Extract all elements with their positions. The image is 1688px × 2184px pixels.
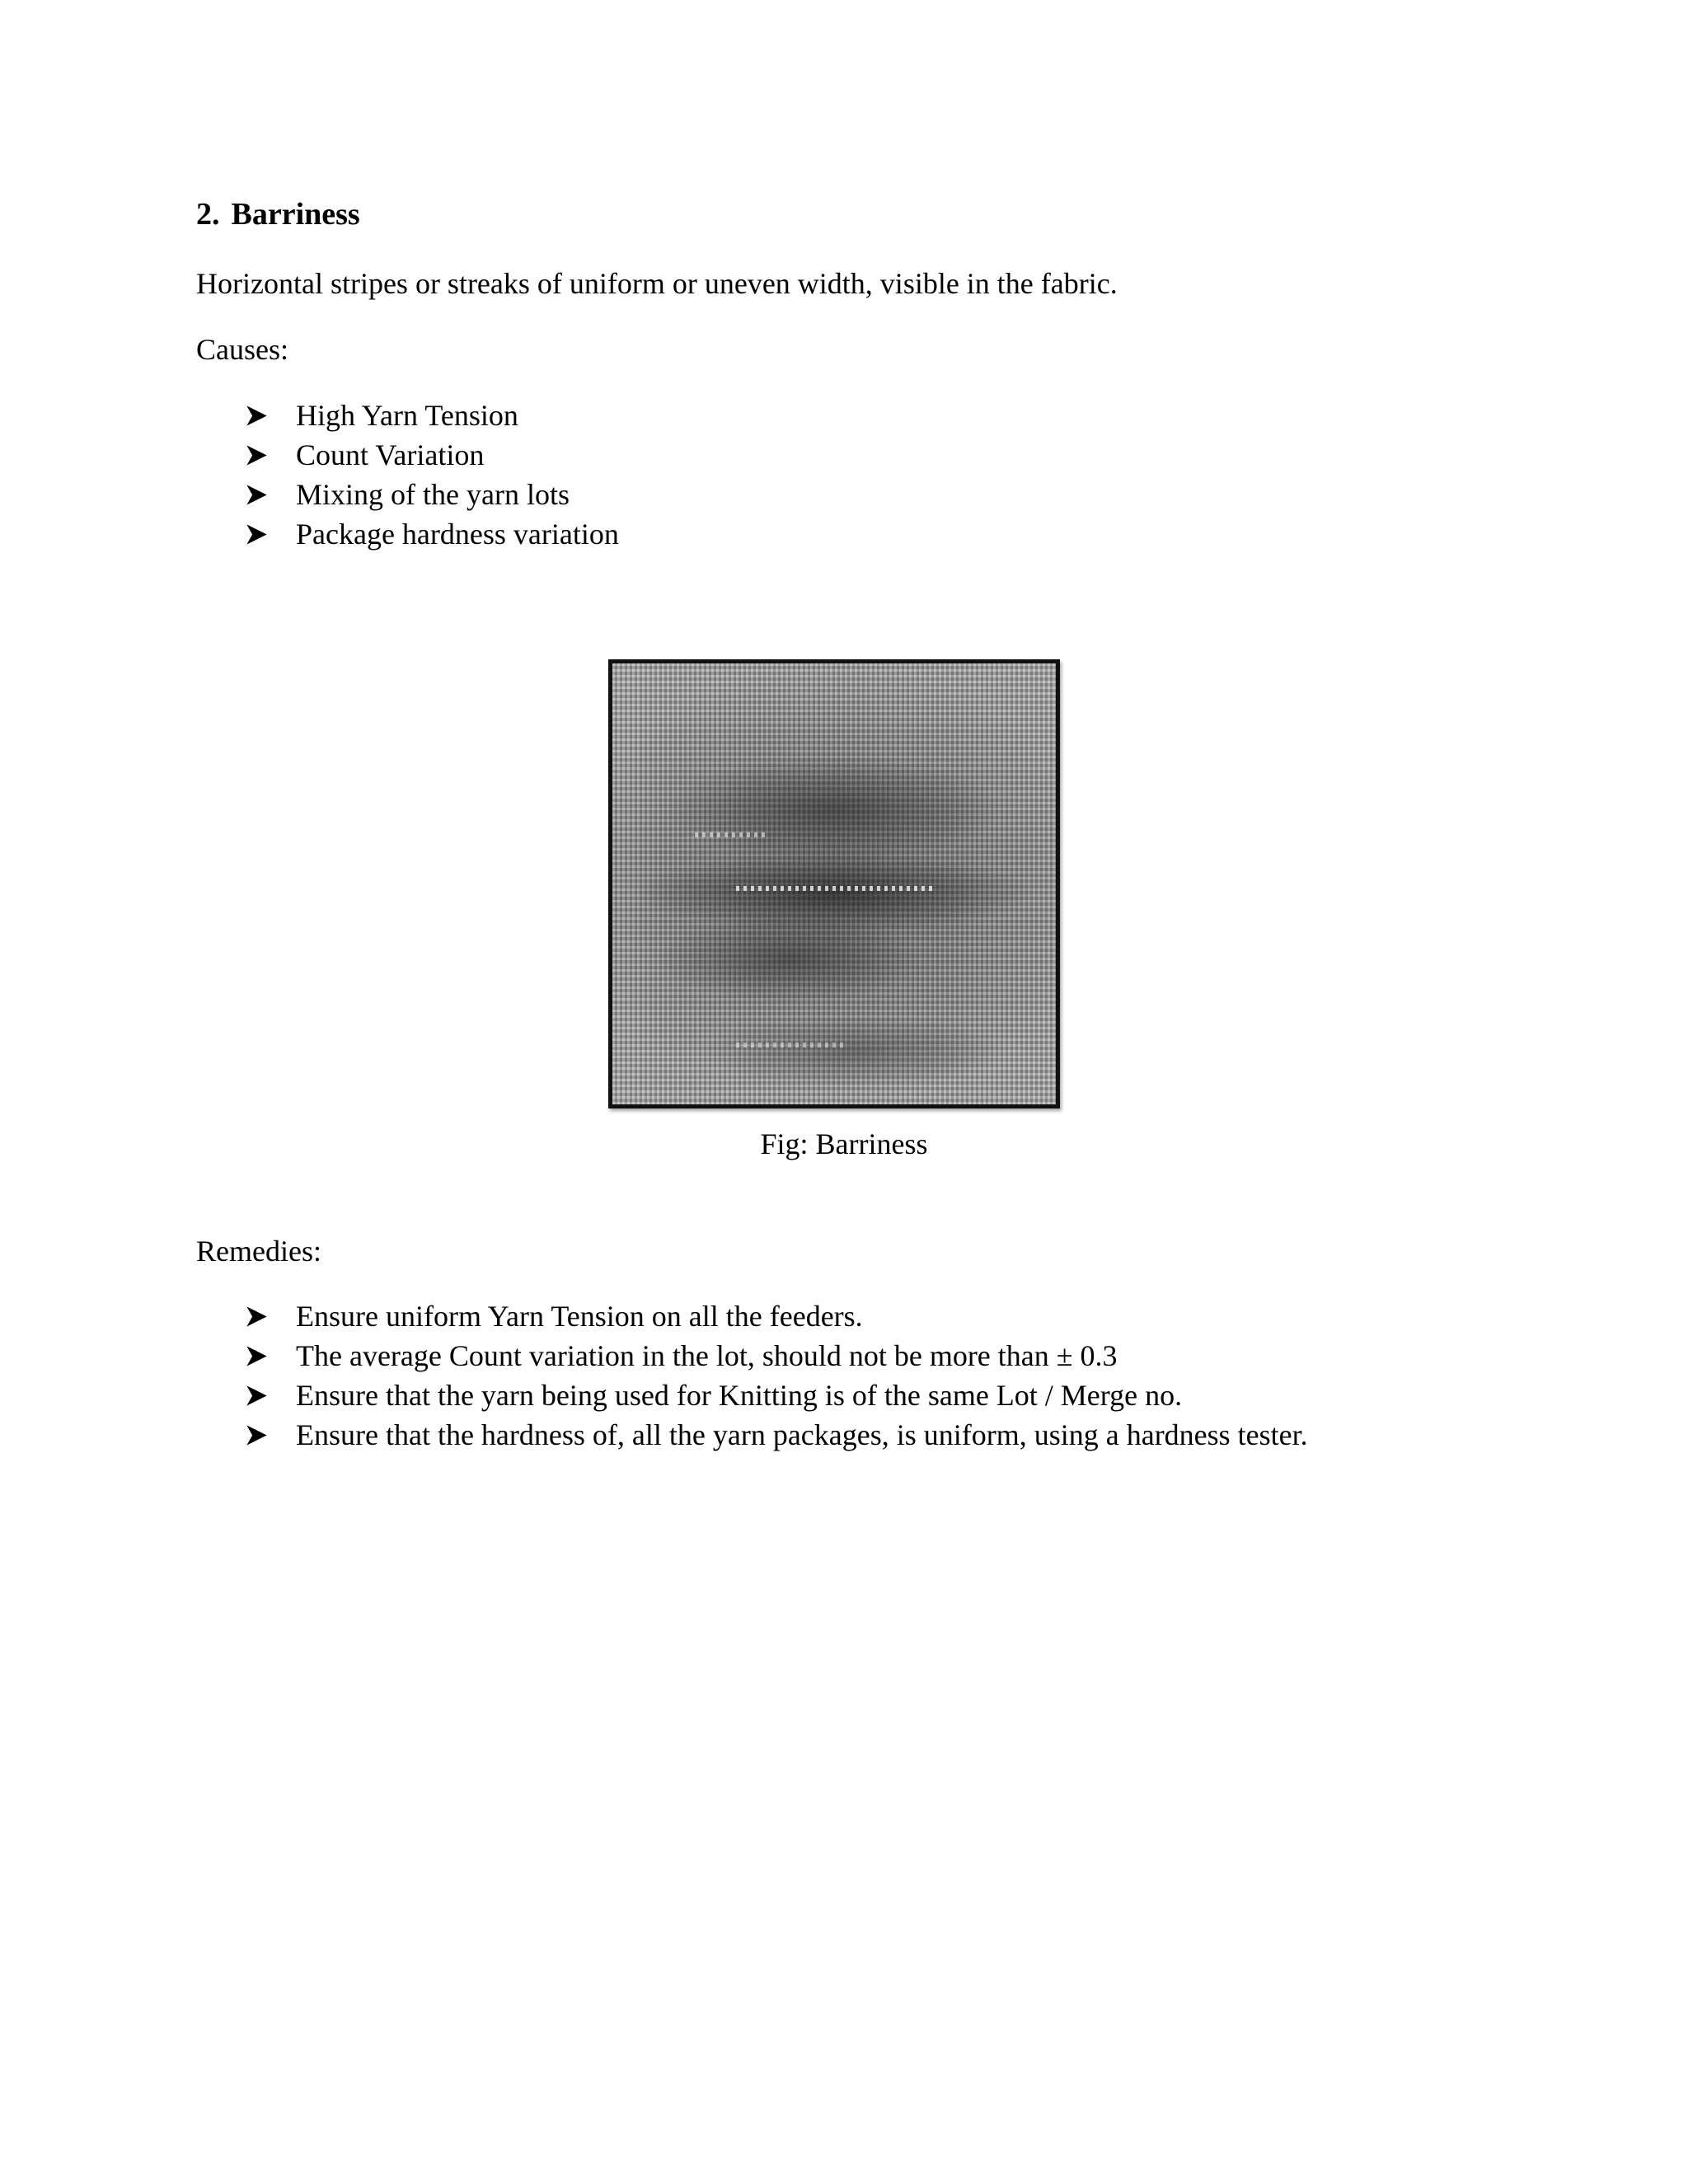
section-title: Barriness xyxy=(231,197,360,232)
arrowhead-bullet-icon xyxy=(246,523,268,546)
figure-caption-text: Fig: Barriness xyxy=(760,1127,928,1160)
cause-text: Package hardness variation xyxy=(296,518,619,551)
cause-text: Count Variation xyxy=(296,438,485,471)
arrowhead-bullet-icon xyxy=(246,1345,268,1367)
cause-text: High Yarn Tension xyxy=(296,399,518,432)
list-item xyxy=(246,435,619,475)
arrowhead-bullet-icon xyxy=(246,1385,268,1407)
list-item xyxy=(246,1415,1308,1455)
remedies-label: Remedies: xyxy=(196,1235,321,1268)
list-item xyxy=(246,1336,1308,1376)
section-heading xyxy=(196,194,360,235)
remedy-text: Ensure uniform Yarn Tension on all the feeders. xyxy=(296,1300,863,1333)
arrowhead-bullet-icon xyxy=(246,444,268,466)
fabric-streak xyxy=(695,832,769,837)
list-item xyxy=(246,475,619,514)
arrowhead-bullet-icon xyxy=(246,405,268,427)
arrowhead-bullet-icon xyxy=(246,1424,268,1446)
remedy-text: Ensure that the hardness of, all the yarn packages, is uniform, using a hardness tester. xyxy=(296,1418,1308,1451)
list-item xyxy=(246,514,619,554)
fabric-streak xyxy=(736,886,934,891)
arrowhead-bullet-icon xyxy=(246,1305,268,1328)
section-number: 2. xyxy=(196,197,220,232)
list-item xyxy=(246,1376,1308,1415)
remedy-text: Ensure that the yarn being used for Knitting is of the same Lot / Merge no. xyxy=(296,1379,1183,1412)
remedies-list xyxy=(246,1296,1308,1455)
list-item xyxy=(246,1296,1308,1336)
causes-list xyxy=(246,396,619,554)
list-item xyxy=(246,396,619,435)
causes-label: Causes: xyxy=(196,333,288,366)
arrowhead-bullet-icon xyxy=(246,484,268,506)
intro-paragraph: Horizontal stripes or streaks of uniform or uneven width, visible in the fabric. xyxy=(196,267,1118,300)
cause-text: Mixing of the yarn lots xyxy=(296,478,570,511)
figure-caption xyxy=(0,1124,1688,1164)
barriness-fabric-image xyxy=(608,659,1060,1108)
remedy-text: The average Count variation in the lot, should not be more than ± 0.3 xyxy=(296,1339,1118,1372)
fabric-streak xyxy=(736,1043,843,1047)
